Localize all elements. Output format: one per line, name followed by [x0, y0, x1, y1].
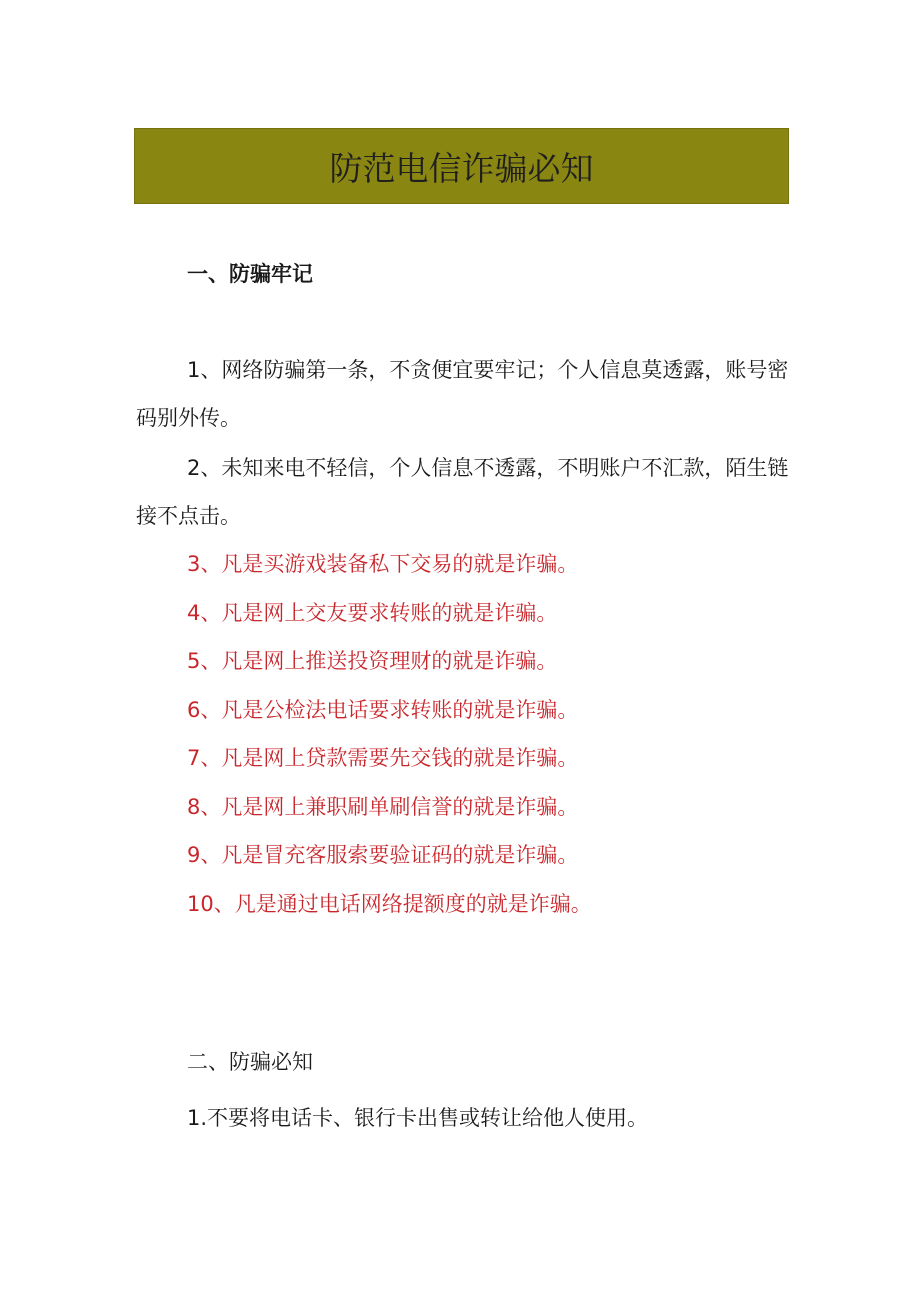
paragraph-2: 2、未知来电不轻信，个人信息不透露，不明账户不汇款，陌生链接不点击。	[136, 456, 789, 528]
warning-list	[187, 540, 592, 928]
know-item-1: 1.不要将电话卡、银行卡出售或转让给他人使用。	[187, 1106, 649, 1130]
warning-item: 9、凡是冒充客服索要验证码的就是诈骗。	[187, 843, 579, 867]
warning-item: 4、凡是网上交友要求转账的就是诈骗。	[187, 600, 558, 625]
title-banner	[134, 128, 789, 204]
warning-item: 3、凡是买游戏装备私下交易的就是诈骗。	[187, 552, 579, 576]
warning-item: 8、凡是网上兼职刷单刷信誉的就是诈骗。	[187, 794, 579, 819]
page-title: 防范电信诈骗必知	[329, 148, 594, 188]
warning-item: 6、凡是公检法电话要求转账的就是诈骗。	[187, 697, 579, 722]
warning-item: 10、凡是通过电话网络提额度的就是诈骗。	[187, 891, 592, 916]
warning-item: 5、凡是网上推送投资理财的就是诈骗。	[187, 649, 558, 673]
section-heading-know: 二、防骗必知	[187, 1050, 313, 1074]
section-heading-remember: 一、防骗牢记	[187, 262, 313, 286]
warning-item: 7、凡是网上贷款需要先交钱的就是诈骗。	[187, 746, 579, 770]
paragraph-1: 1、网络防骗第一条，不贪便宜要牢记；个人信息莫透露，账号密码别外传。	[136, 358, 789, 430]
